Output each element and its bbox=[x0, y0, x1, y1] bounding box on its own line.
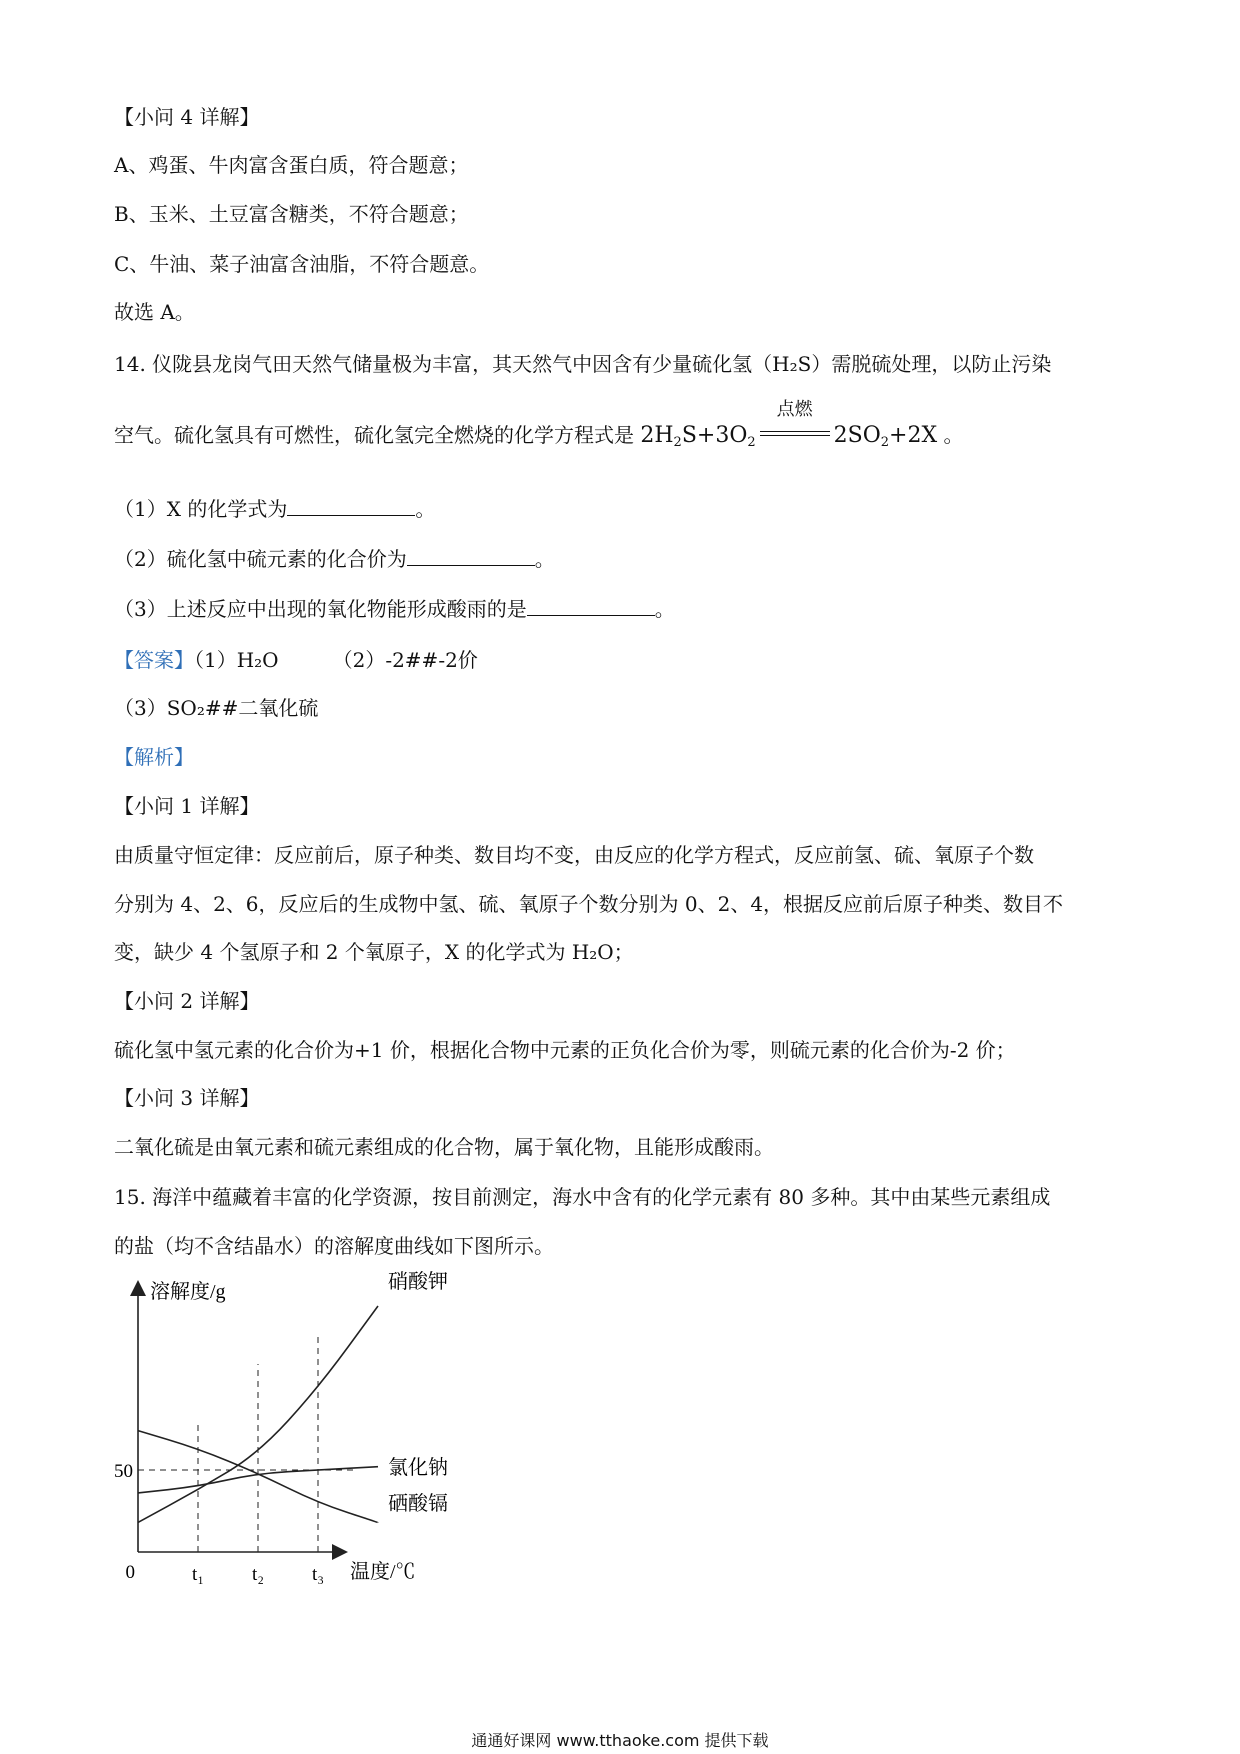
y-tick-50: 50 bbox=[114, 1461, 133, 1482]
q15-stem-line1: 15. 海洋中蕴藏着丰富的化学资源，按目前测定，海水中含有的化学元素有 80 多种。其中由某些元素组成 bbox=[114, 1185, 1051, 1209]
eq-left-h: 2H bbox=[640, 423, 674, 448]
choose-answer: 故选 A。 bbox=[114, 300, 195, 324]
chemical-equation bbox=[640, 399, 938, 450]
q14-stem-suffix: 。 bbox=[943, 423, 964, 447]
series-label: 氯化钠 bbox=[388, 1457, 448, 1479]
q14-stem-line2 bbox=[114, 399, 964, 457]
chart-content bbox=[138, 1270, 448, 1585]
q14-stem-line1: 14. 仪陇县龙岗气田天然气储量极为丰富，其天然气中因含有少量硫化氢（H₂S）需脱硫处理，以防止污染 bbox=[114, 352, 1052, 376]
period: 。 bbox=[415, 497, 436, 521]
sub1-line1: 由质量守恒定律：反应前后，原子种类、数目均不变，由反应的化学方程式，反应前氢、硫、氧原子个数 bbox=[114, 843, 1034, 867]
option-c: C、牛油、菜子油富含油脂，不符合题意。 bbox=[114, 252, 490, 276]
sub2-line1: 硫化氢中氢元素的化合价为+1 价，根据化合物中元素的正负化合价为零，则硫元素的化合价为-2 价； bbox=[114, 1038, 1016, 1062]
origin-label: 0 bbox=[125, 1562, 135, 1583]
period: 。 bbox=[534, 547, 555, 571]
q14-stem-prefix: 空气。硫化氢具有可燃性，硫化氢完全燃烧的化学方程式是 bbox=[114, 423, 634, 447]
period: 。 bbox=[654, 597, 675, 621]
x-axis-label: 温度/℃ bbox=[350, 1561, 416, 1583]
answer-1: （1）H₂O bbox=[194, 648, 279, 672]
eq-right-x: +2X bbox=[889, 423, 938, 448]
option-a: A、鸡蛋、牛肉富含蛋白质，符合题意； bbox=[114, 153, 469, 177]
sub3-line1: 二氧化硫是由氧元素和硫元素组成的化合物，属于氧化物，且能形成酸雨。 bbox=[114, 1135, 774, 1159]
x-tick-label: t₃ bbox=[312, 1564, 324, 1585]
x-tick-label: t₁ bbox=[192, 1564, 204, 1585]
q14-part2 bbox=[114, 545, 555, 573]
eq-sub: 2 bbox=[747, 435, 756, 450]
reaction-arrow bbox=[756, 399, 834, 450]
eq-right-so: 2SO bbox=[833, 423, 881, 448]
analysis-label: 【解析】 bbox=[114, 745, 194, 769]
q14-part3 bbox=[114, 595, 675, 623]
eq-sub: 2 bbox=[673, 435, 682, 450]
sub3-heading: 【小问 3 详解】 bbox=[114, 1086, 260, 1110]
part2-text: （2）硫化氢中硫元素的化合价为 bbox=[114, 547, 407, 571]
x-tick-label: t₂ bbox=[252, 1564, 264, 1585]
option-b: B、玉米、土豆富含糖类，不符合题意； bbox=[114, 202, 469, 226]
series-label: 硝酸钾 bbox=[388, 1271, 448, 1293]
answer-2: （2）-2##-2价 bbox=[332, 648, 478, 672]
sub1-line2: 分别为 4、2、6，反应后的生成物中氢、硫、氧原子个数分别为 0、2、4，根据反应前后原子种类、数目不 bbox=[114, 892, 1064, 916]
sub2-heading: 【小问 2 详解】 bbox=[114, 989, 260, 1013]
part1-text: （1）X 的化学式为 bbox=[114, 497, 288, 521]
eq-sub: 2 bbox=[880, 435, 890, 450]
y-axis-label: 溶解度/g bbox=[150, 1281, 226, 1303]
series-line bbox=[138, 1431, 378, 1523]
part3-text: （3）上述反应中出现的氧化物能形成酸雨的是 bbox=[114, 597, 527, 621]
solubility-chart bbox=[110, 1264, 450, 1594]
eq-left-o: S+3O bbox=[681, 423, 748, 448]
series-label: 硒酸镉 bbox=[388, 1493, 448, 1515]
answer-3: （3）SO₂##二氧化硫 bbox=[114, 696, 319, 720]
footer: 通通好课网 www.tthaoke.com 提供下载 bbox=[471, 1731, 769, 1750]
answer-blank bbox=[287, 497, 415, 516]
answer-blank bbox=[407, 547, 535, 566]
answer-line bbox=[114, 646, 478, 674]
double-line-icon bbox=[760, 431, 830, 436]
sub1-heading: 【小问 1 详解】 bbox=[114, 794, 260, 818]
q14-part1 bbox=[114, 495, 435, 523]
answer-blank bbox=[527, 597, 655, 616]
q15-stem-line2: 的盐（均不含结晶水）的溶解度曲线如下图所示。 bbox=[114, 1234, 554, 1258]
sub1-line3: 变，缺少 4 个氢原子和 2 个氧原子，X 的化学式为 H₂O； bbox=[114, 940, 634, 964]
answer-label: 【答案】 bbox=[114, 648, 194, 672]
sub4-heading: 【小问 4 详解】 bbox=[114, 105, 260, 129]
reaction-condition: 点燃 bbox=[776, 399, 813, 420]
